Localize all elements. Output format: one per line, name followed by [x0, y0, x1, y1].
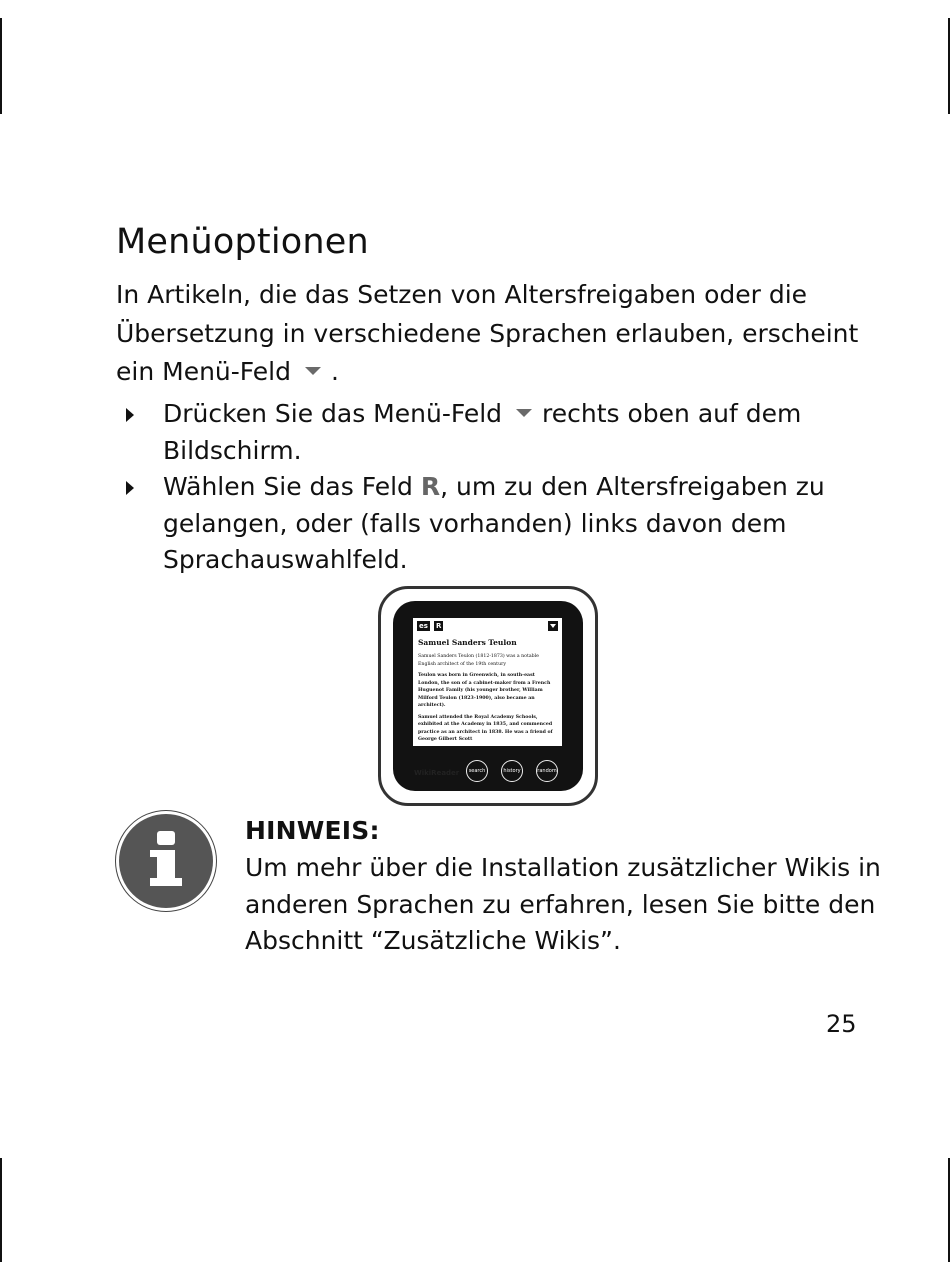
rating-tag: R: [436, 622, 442, 630]
screen-topbar: [417, 621, 558, 635]
crop-mark-bottom-left: [0, 1158, 2, 1262]
list-item: [116, 469, 876, 579]
article-title: Samuel Sanders Teulon: [418, 638, 517, 647]
article-paragraph: Teulon was born in Greenwich, in south-east London, the son of a cabinet-maker from a French Huguenot Family (his younger brother, William Milford Teulon (1823-1900), also became an architect).: [418, 673, 551, 708]
article-paragraph: Samuel attended the Royal Academy Schools, exhibited at the Academy in 1835, and commenced practice as an architect in 1838. He was a friend of George Gilbert Scott: [418, 714, 553, 742]
section-title: Menüoptionen: [116, 222, 369, 262]
intro-text-end: .: [330, 357, 339, 386]
search-button: search: [466, 760, 488, 782]
note-title: HINWEIS:: [245, 816, 380, 845]
wikireader-device-illustration: [378, 586, 598, 806]
device-screen: [413, 618, 562, 746]
intro-paragraph: [116, 276, 876, 392]
instruction-list: [116, 396, 876, 579]
bullet-text-end: rechts oben auf dem Bildschirm.: [163, 399, 802, 465]
article-paragraph: Samuel Sanders Teulon (1812-1873) was a notable English architect of the 19th century: [418, 654, 539, 667]
menu-dropdown-triangle-icon: [305, 367, 321, 375]
device-brand-label: WikiReader: [414, 769, 460, 777]
history-button: history: [501, 760, 523, 782]
menu-dropdown-icon: [548, 621, 558, 631]
rating-key-label: R: [420, 472, 441, 501]
info-icon: [119, 814, 213, 908]
note-text: Um mehr über die Installation zusätzlicher Wikis in anderen Sprachen zu erfahren, lesen Sie bitte den Abschnitt “Zusätzliche Wikis”.: [245, 853, 881, 955]
bullet-text-end: , um zu den Altersfreigaben zu gelangen, oder (falls vorhanden) links davon dem Sprachauswahlfeld.: [163, 472, 825, 574]
bullet-arrow-icon: [126, 481, 134, 495]
bullet-arrow-icon: [126, 408, 134, 422]
list-item: [116, 396, 876, 469]
page-number: 25: [826, 1010, 857, 1038]
bullet-text: Drücken Sie das Menü-Feld: [163, 399, 503, 428]
intro-text: In Artikeln, die das Setzen von Altersfreigaben oder die Übersetzung in verschiedene Sprachen erlauben, erscheint ein Menü-Feld: [116, 280, 859, 386]
language-tag: es: [419, 622, 428, 630]
info-icon-base: [150, 878, 182, 886]
bullet-text: Wählen Sie das Feld: [163, 472, 413, 501]
crop-mark-top-left: [0, 18, 2, 114]
random-button: random: [536, 760, 558, 782]
info-icon-dot: [157, 831, 175, 845]
menu-dropdown-triangle-icon: [516, 409, 532, 417]
